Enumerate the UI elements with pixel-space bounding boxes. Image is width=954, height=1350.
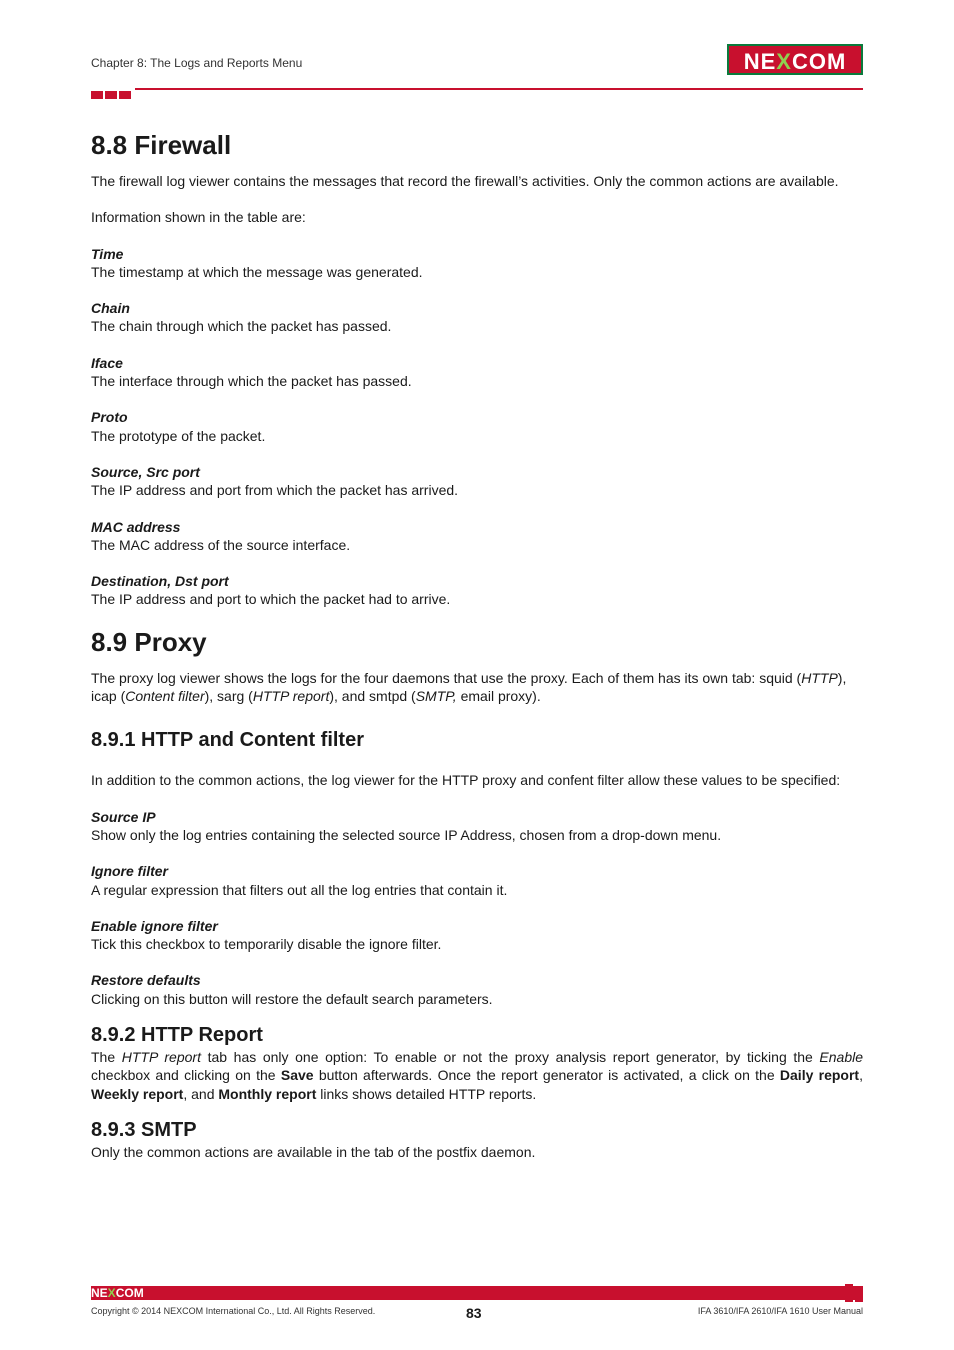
term-proto: Proto bbox=[91, 409, 128, 426]
subsection-title-http-content: 8.9.1 HTTP and Content filter bbox=[91, 729, 364, 752]
desc-source-ip: Show only the log entries containing the selected source IP Address, chosen from a drop-down menu. bbox=[91, 826, 722, 843]
desc-time: The timestamp at which the message was generated. bbox=[91, 263, 423, 280]
footer-bar bbox=[91, 1286, 863, 1300]
subsection-title-http-report: 8.9.2 HTTP Report bbox=[91, 1024, 263, 1047]
logo-x: X bbox=[776, 49, 792, 74]
term-source: Source, Src port bbox=[91, 463, 200, 480]
copyright: Copyright © 2014 NEXCOM International Co., Ltd. All Rights Reserved. bbox=[91, 1306, 376, 1316]
header-rule bbox=[135, 88, 863, 90]
footer-squares bbox=[845, 1284, 863, 1302]
desc-destination: The IP address and port to which the packet had to arrive. bbox=[91, 591, 451, 608]
desc-chain: The chain through which the packet has passed. bbox=[91, 318, 392, 335]
term-destination: Destination, Dst port bbox=[91, 573, 229, 590]
page-content bbox=[91, 128, 863, 1161]
term-restore-defaults: Restore defaults bbox=[91, 972, 201, 989]
header-blocks bbox=[91, 86, 133, 94]
term-iface: Iface bbox=[91, 354, 123, 371]
logo-suffix: COM bbox=[791, 49, 847, 74]
desc-mac: The MAC address of the source interface. bbox=[91, 536, 351, 553]
firewall-intro: The firewall log viewer contains the messages that record the firewall’s activities. Only the common actions are available. bbox=[91, 173, 839, 189]
logo-prefix: NE bbox=[743, 49, 777, 74]
nexcom-logo bbox=[727, 44, 863, 75]
desc-source: The IP address and port from which the packet has arrived. bbox=[91, 482, 459, 499]
term-source-ip: Source IP bbox=[91, 808, 156, 825]
section-title-proxy: 8.9 Proxy bbox=[91, 626, 207, 657]
term-mac: MAC address bbox=[91, 518, 181, 535]
section-title-firewall: 8.8 Firewall bbox=[91, 130, 232, 160]
desc-iface: The interface through which the packet has passed. bbox=[91, 373, 412, 390]
http-content-intro: In addition to the common actions, the log viewer for the HTTP proxy and confent filter allow these values to be specified: bbox=[91, 772, 841, 789]
term-ignore-filter: Ignore filter bbox=[91, 863, 169, 880]
smtp-text: Only the common actions are available in the tab of the postfix daemon. bbox=[91, 1143, 536, 1160]
footer-logo: NEXCOM bbox=[91, 1286, 144, 1300]
desc-restore-defaults: Clicking on this button will restore the default search parameters. bbox=[91, 990, 493, 1007]
page-number: 83 bbox=[466, 1305, 482, 1321]
desc-enable-ignore: Tick this checkbox to temporarily disable the ignore filter. bbox=[91, 936, 442, 953]
firewall-info: Information shown in the table are: bbox=[91, 209, 306, 226]
desc-ignore-filter: A regular expression that filters out all the log entries that contain it. bbox=[91, 881, 508, 898]
proxy-intro: The proxy log viewer shows the logs for the four daemons that use the proxy. Each of them has its own tab: squid (HTTP), icap (Content filter), sarg (HTTP report), and smtpd (SMTP, email proxy). bbox=[91, 669, 847, 705]
term-chain: Chain bbox=[91, 300, 130, 317]
term-time: Time bbox=[91, 245, 124, 262]
subsection-title-smtp: 8.9.3 SMTP bbox=[91, 1118, 197, 1141]
term-enable-ignore: Enable ignore filter bbox=[91, 917, 218, 934]
http-report-text: The HTTP report tab has only one option: To enable or not the proxy analysis report generator, by ticking the Enable checkbox and clicking on the Save button afterwards. Once the report generator is activated, a click on the Daily report, Weekly report, and Monthly report links shows detailed HTTP reports. bbox=[91, 1049, 864, 1102]
chapter-header: Chapter 8: The Logs and Reports Menu bbox=[91, 56, 303, 70]
manual-title: IFA 3610/IFA 2610/IFA 1610 User Manual bbox=[697, 1306, 863, 1316]
desc-proto: The prototype of the packet. bbox=[91, 427, 266, 444]
